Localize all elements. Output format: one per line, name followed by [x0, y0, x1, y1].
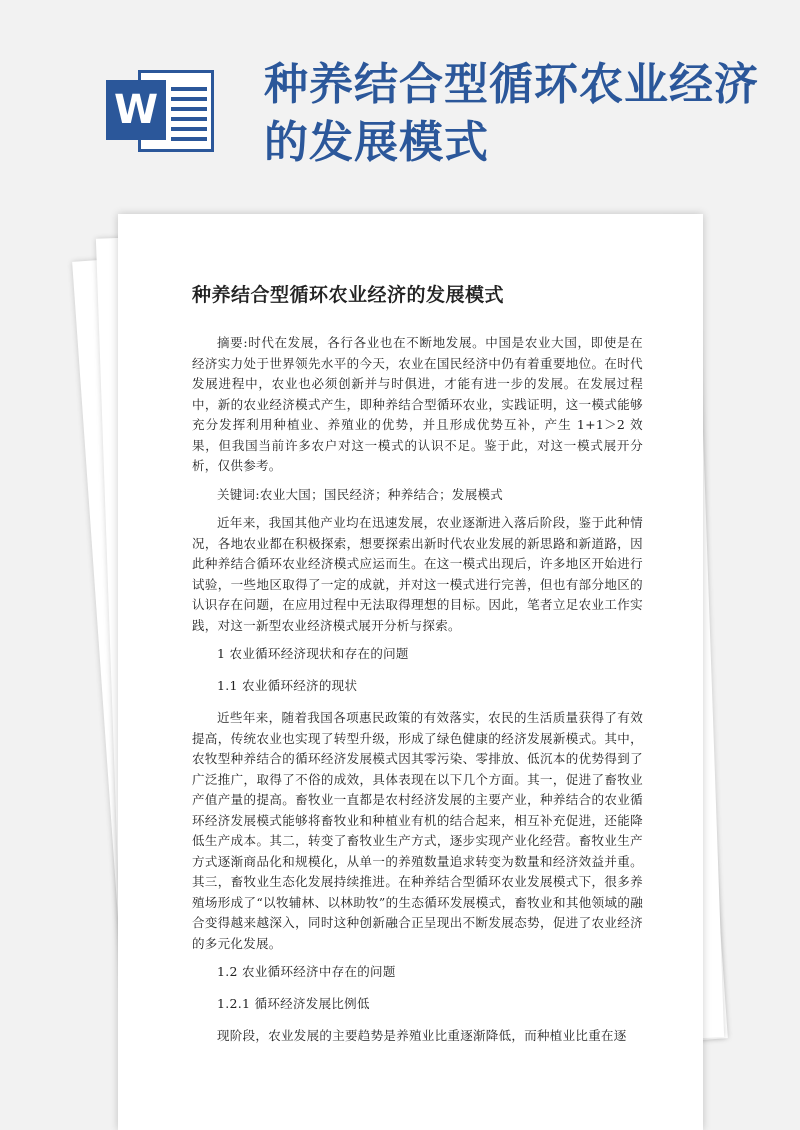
banner-title: 种养结合型循环农业经济的发展模式 — [264, 59, 759, 168]
document-line — [171, 127, 207, 131]
document-line — [171, 97, 207, 101]
section-1-1-paragraph: 近些年来，随着我国各项惠民政策的有效落实，农民的生活质量获得了有效提高，传统农业也实现了转型升级，形成了绿色健康的经济发展新模式。其中，农牧型种养结合的循环经济发展模式因其零污染、零排放、低沉本的优势得到了广泛推广，取得了不俗的成效，具体表现在以下几个方面。其一，促进了畜牧业产值产量的提高。畜牧业一直都是农村经济发展的主要产业，种养结合的农业循环经济发展模式能够将畜牧业和种植业有机的结合起来，相互补充促进，还能降低生产成本。其二，转变了畜牧业生产方式，逐步实现产业化经营。畜牧业生产方式逐渐商品化和规模化，从单一的养殖数量追求转变为数量和经济效益并重。其三，畜牧业生态化发展持续推进。在种养结合型循环农业发展模式下，很多养殖场形成了“以牧辅林、以林助牧”的生态循环发展模式，畜牧业和其他领域的融合变得越来越深入，同时这种创新融合正呈现出不断发展态势，促进了农业经济的多元化发展。 — [192, 710, 643, 951]
keywords-paragraph: 关键词:农业大国；国民经济；种养结合；发展模式 — [217, 486, 504, 502]
section-heading-1-2-1: 1.2.1 循环经济发展比例低 — [217, 996, 370, 1011]
document-line — [171, 137, 207, 141]
section-heading-1-1: 1.1 农业循环经济的现状 — [217, 678, 358, 693]
document-line — [171, 87, 207, 91]
intro-paragraph: 近年来，我国其他产业均在迅速发展，农业逐渐进入落后阶段，鉴于此种情况，各地农业都在积极探索，想要探索出新时代农业发展的新思路和新道路，因此种养结合循环农业经济模式应运而生。在这一模式出现后，许多地区开始进行试验，一些地区取得了一定的成就，并对这一模式进行完善，但也有部分地区的认识存在问题，在应用过程中无法取得理想的目标。因此，笔者立足农业工作实践，对这一新型农业经济模式展开分析与探索。 — [192, 515, 643, 633]
document-line — [171, 107, 207, 111]
word-badge: W — [106, 80, 166, 140]
section-1-2-1-paragraph: 现阶段，农业发展的主要趋势是养殖业比重逐渐降低，而种植业比重在逐 — [217, 1028, 627, 1043]
abstract-paragraph: 摘要:时代在发展，各行各业也在不断地发展。中国是农业大国，即使是在经济实力处于世界领先水平的今天，农业在国民经济中仍有着重要地位。在时代发展进程中，农业也必须创新并与时俱进，才能有进一步的发展。在发展过程中，新的农业经济模式产生，即种养结合型循环农业，实践证明，这一模式能够充分发挥利用种植业、养殖业的优势，并且形成优势互补，产生 1+1＞2 效果，但我国当前许多农户对这一模式的认识不足。鉴于此，对这一模式展开分析，仅供参考。 — [192, 335, 643, 473]
section-heading-1: 1 农业循环经济现状和存在的问题 — [217, 646, 409, 661]
document-title: 种养结合型循环农业经济的发展模式 — [192, 284, 505, 306]
section-heading-1-2: 1.2 农业循环经济中存在的问题 — [217, 964, 396, 979]
document-page — [118, 214, 703, 1130]
word-icon — [106, 66, 218, 156]
document-line — [171, 117, 207, 121]
